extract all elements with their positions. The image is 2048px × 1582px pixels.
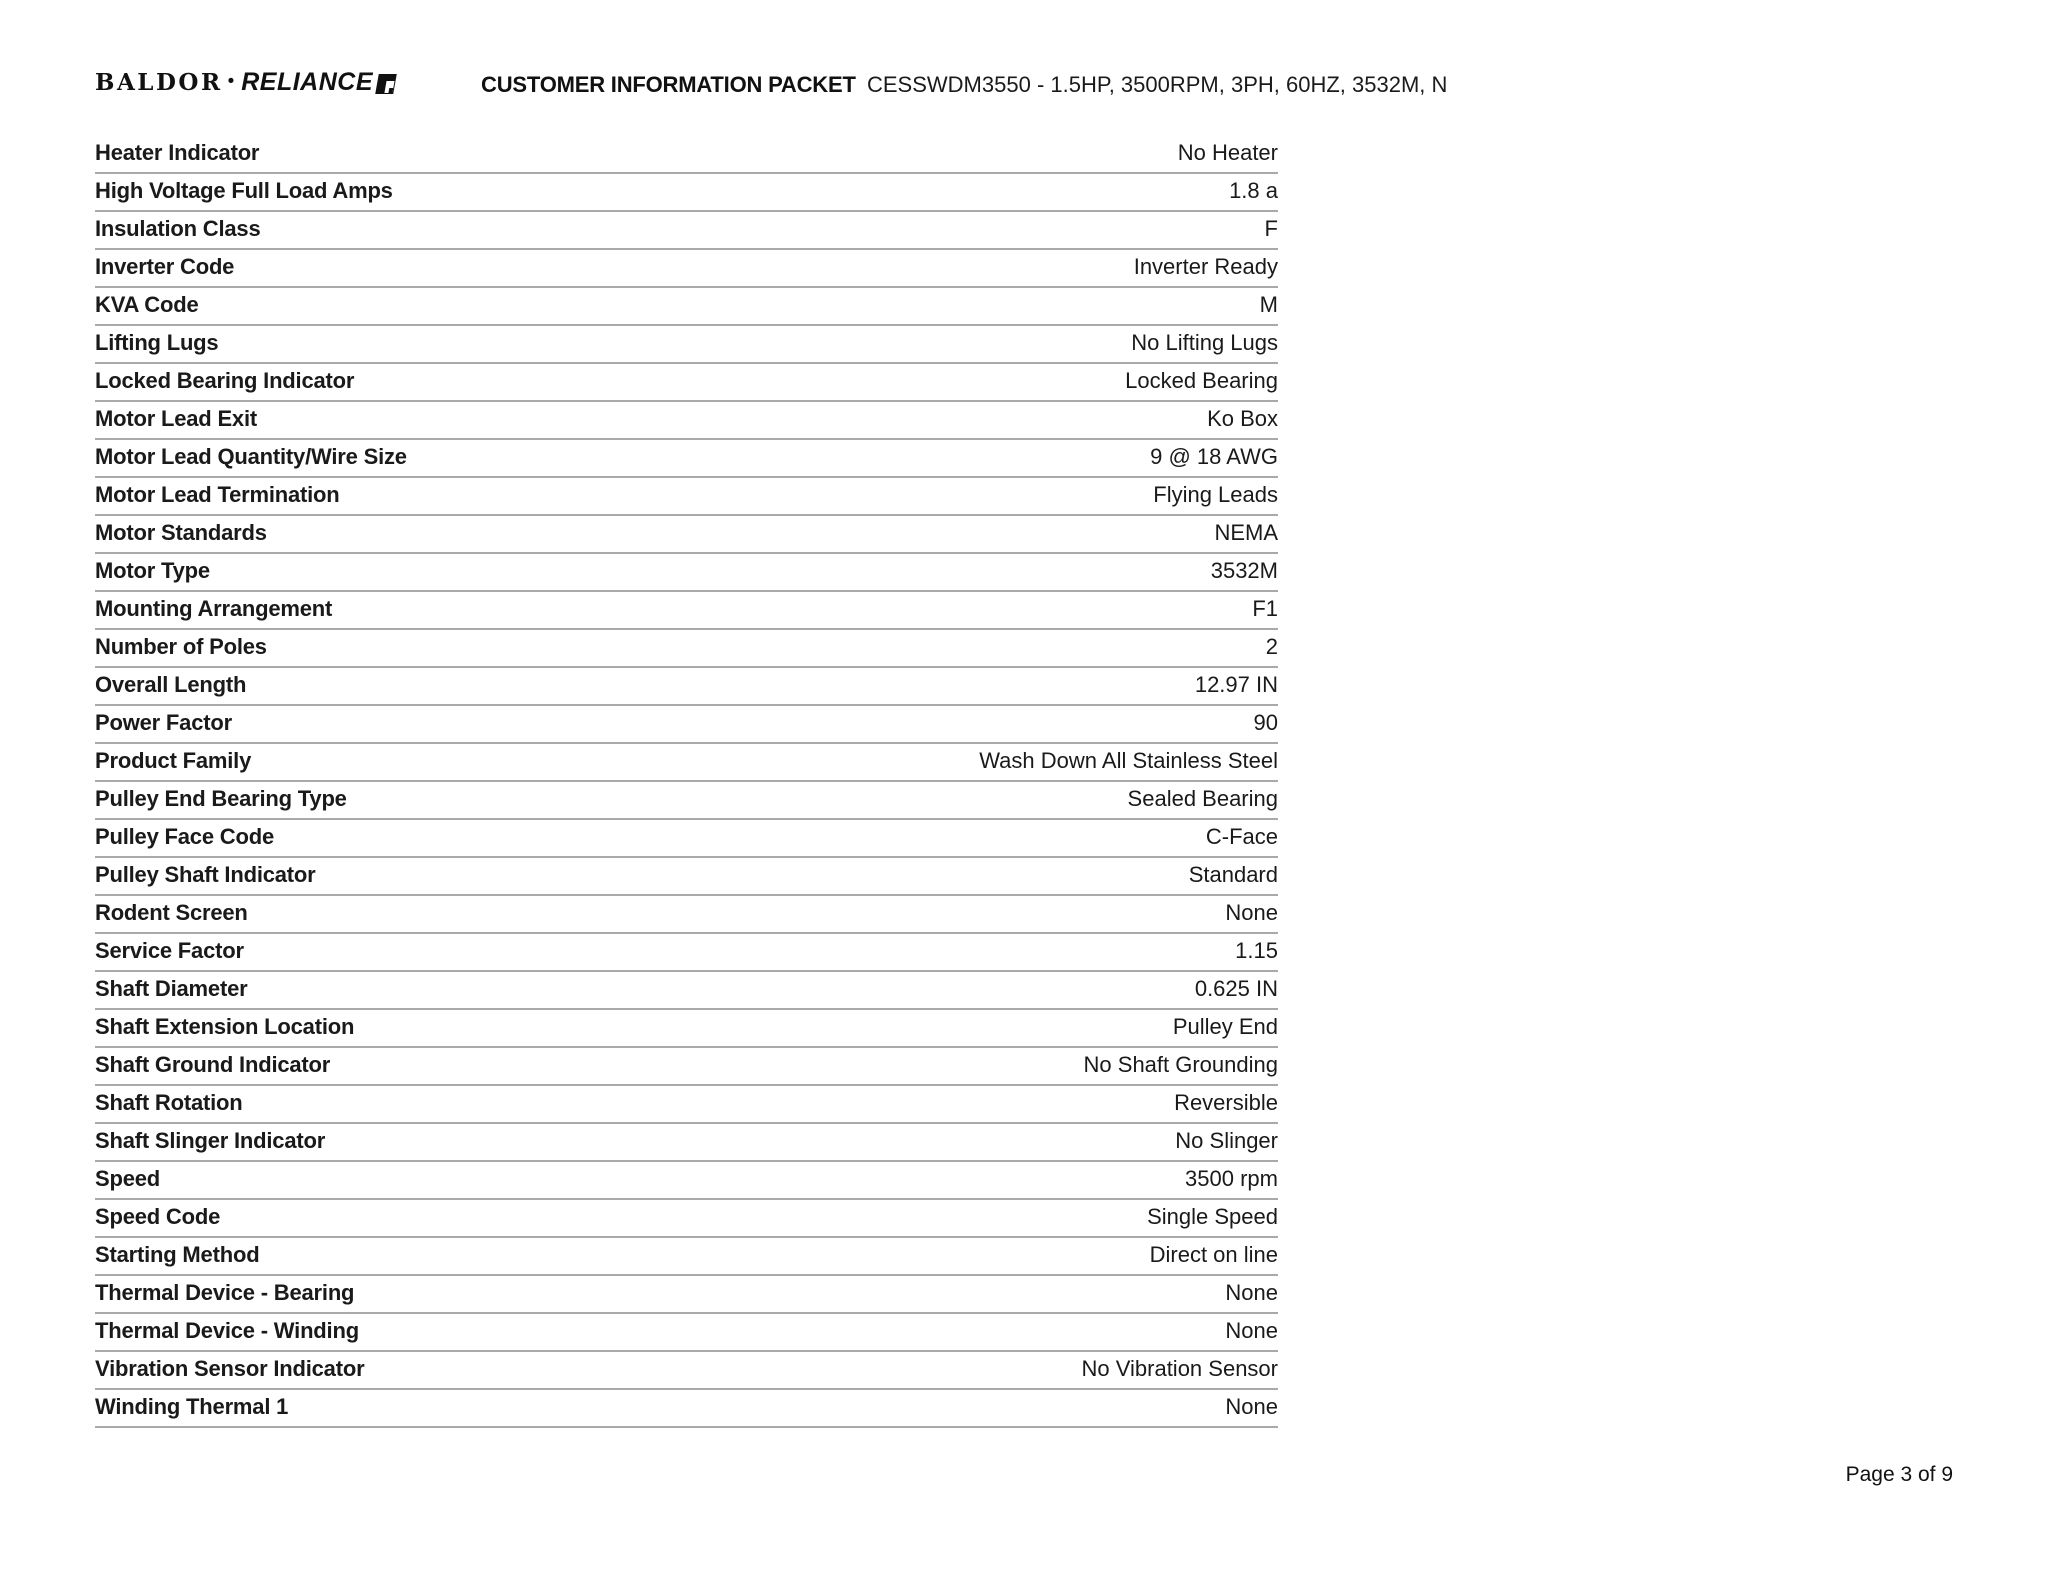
spec-value: Sealed Bearing bbox=[1127, 786, 1278, 811]
spec-label: KVA Code bbox=[95, 292, 199, 317]
spec-row bbox=[95, 250, 1278, 288]
spec-row bbox=[95, 972, 1278, 1010]
spec-label: Thermal Device - Bearing bbox=[95, 1280, 355, 1305]
spec-label: High Voltage Full Load Amps bbox=[95, 178, 393, 203]
spec-row bbox=[95, 1390, 1278, 1428]
spec-label: Vibration Sensor Indicator bbox=[95, 1356, 365, 1381]
spec-row bbox=[95, 706, 1278, 744]
spec-value: None bbox=[1225, 900, 1278, 925]
spec-value: 90 bbox=[1253, 710, 1278, 735]
spec-value: 3532M bbox=[1210, 558, 1278, 583]
spec-label: Speed Code bbox=[95, 1204, 221, 1229]
spec-value: M bbox=[1259, 292, 1278, 317]
spec-label: Shaft Diameter bbox=[95, 976, 248, 1001]
spec-value: None bbox=[1225, 1394, 1278, 1419]
spec-row bbox=[95, 440, 1278, 478]
spec-row bbox=[95, 1314, 1278, 1352]
spec-row bbox=[95, 554, 1278, 592]
spec-row bbox=[95, 478, 1278, 516]
spec-row bbox=[95, 212, 1278, 250]
spec-row bbox=[95, 516, 1278, 554]
document-header bbox=[95, 66, 1953, 102]
spec-value: No Slinger bbox=[1175, 1128, 1278, 1153]
spec-row bbox=[95, 1048, 1278, 1086]
spec-value: 12.97 IN bbox=[1194, 672, 1278, 697]
spec-value: Direct on line bbox=[1149, 1242, 1278, 1267]
spec-label: Shaft Extension Location bbox=[95, 1014, 355, 1039]
reliance-wordmark: RELIANCE bbox=[241, 68, 374, 96]
spec-value: 9 @ 18 AWG bbox=[1150, 444, 1278, 469]
spec-row bbox=[95, 136, 1278, 174]
spec-value: No Lifting Lugs bbox=[1131, 330, 1278, 355]
spec-value: Standard bbox=[1188, 862, 1278, 887]
spec-label: Product Family bbox=[95, 748, 252, 773]
spec-label: Winding Thermal 1 bbox=[95, 1394, 289, 1419]
spec-value: Pulley End bbox=[1172, 1014, 1278, 1039]
spec-label: Pulley End Bearing Type bbox=[95, 786, 347, 811]
spec-row bbox=[95, 630, 1278, 668]
spec-value: No Vibration Sensor bbox=[1081, 1356, 1278, 1381]
logo-dot: • bbox=[227, 70, 235, 92]
spec-value: No Heater bbox=[1177, 140, 1278, 165]
spec-row bbox=[95, 364, 1278, 402]
spec-value: F bbox=[1264, 216, 1278, 241]
spec-value: Wash Down All Stainless Steel bbox=[979, 748, 1278, 773]
spec-label: Motor Type bbox=[95, 558, 210, 583]
spec-value: 3500 rpm bbox=[1185, 1166, 1278, 1191]
spec-label: Motor Standards bbox=[95, 520, 267, 545]
spec-row bbox=[95, 326, 1278, 364]
spec-label: Locked Bearing Indicator bbox=[95, 368, 355, 393]
page-number: Page 3 of 9 bbox=[1845, 1463, 1953, 1486]
reliance-logo-mark-icon bbox=[375, 74, 397, 94]
spec-value: F1 bbox=[1252, 596, 1278, 621]
spec-row bbox=[95, 1200, 1278, 1238]
spec-value: C-Face bbox=[1205, 824, 1278, 849]
spec-value: Locked Bearing bbox=[1125, 368, 1278, 393]
spec-row bbox=[95, 668, 1278, 706]
spec-table bbox=[95, 136, 1278, 1428]
spec-value: 2 bbox=[1265, 634, 1278, 659]
spec-value: None bbox=[1225, 1280, 1278, 1305]
spec-value: Inverter Ready bbox=[1133, 254, 1278, 279]
spec-label: Motor Lead Quantity/Wire Size bbox=[95, 444, 407, 469]
spec-row bbox=[95, 858, 1278, 896]
spec-label: Motor Lead Exit bbox=[95, 406, 258, 431]
spec-row bbox=[95, 820, 1278, 858]
spec-label: Speed bbox=[95, 1166, 161, 1191]
baldor-reliance-logo bbox=[95, 68, 395, 97]
spec-label: Shaft Ground Indicator bbox=[95, 1052, 331, 1077]
spec-label: Inverter Code bbox=[95, 254, 235, 279]
spec-label: Shaft Rotation bbox=[95, 1090, 243, 1115]
spec-value: Single Speed bbox=[1147, 1204, 1278, 1229]
spec-label: Heater Indicator bbox=[95, 140, 260, 165]
spec-label: Mounting Arrangement bbox=[95, 596, 333, 621]
spec-label: Lifting Lugs bbox=[95, 330, 219, 355]
spec-label: Motor Lead Termination bbox=[95, 482, 340, 507]
spec-row bbox=[95, 1124, 1278, 1162]
spec-row bbox=[95, 1276, 1278, 1314]
spec-row bbox=[95, 174, 1278, 212]
spec-row bbox=[95, 1010, 1278, 1048]
spec-label: Service Factor bbox=[95, 938, 244, 963]
spec-label: Shaft Slinger Indicator bbox=[95, 1128, 326, 1153]
spec-label: Insulation Class bbox=[95, 216, 261, 241]
spec-row bbox=[95, 592, 1278, 630]
spec-row bbox=[95, 288, 1278, 326]
spec-row bbox=[95, 1352, 1278, 1390]
spec-row bbox=[95, 896, 1278, 934]
spec-value: Reversible bbox=[1174, 1090, 1278, 1115]
spec-value: Flying Leads bbox=[1153, 482, 1278, 507]
spec-value: Ko Box bbox=[1207, 406, 1278, 431]
spec-row bbox=[95, 1086, 1278, 1124]
spec-label: Number of Poles bbox=[95, 634, 267, 659]
spec-label: Overall Length bbox=[95, 672, 247, 697]
spec-label: Thermal Device - Winding bbox=[95, 1318, 359, 1343]
spec-row bbox=[95, 1162, 1278, 1200]
product-spec-string: CESSWDM3550 - 1.5HP, 3500RPM, 3PH, 60HZ, 3532M, N bbox=[867, 72, 1448, 97]
spec-value: None bbox=[1225, 1318, 1278, 1343]
spec-label: Pulley Face Code bbox=[95, 824, 274, 849]
spec-label: Starting Method bbox=[95, 1242, 260, 1267]
spec-row bbox=[95, 402, 1278, 440]
spec-row bbox=[95, 1238, 1278, 1276]
spec-value: NEMA bbox=[1214, 520, 1278, 545]
spec-label: Power Factor bbox=[95, 710, 232, 735]
spec-value: 1.15 bbox=[1235, 938, 1278, 963]
spec-value: 0.625 IN bbox=[1194, 976, 1278, 1001]
spec-row bbox=[95, 782, 1278, 820]
spec-row bbox=[95, 744, 1278, 782]
spec-value: 1.8 a bbox=[1229, 178, 1278, 203]
spec-row bbox=[95, 934, 1278, 972]
packet-title: CUSTOMER INFORMATION PACKET bbox=[481, 72, 856, 97]
spec-label: Rodent Screen bbox=[95, 900, 248, 925]
logo-mark-notch-dot bbox=[388, 88, 393, 93]
baldor-wordmark: BALDOR bbox=[95, 69, 223, 96]
spec-label: Pulley Shaft Indicator bbox=[95, 862, 316, 887]
spec-value: No Shaft Grounding bbox=[1083, 1052, 1278, 1077]
